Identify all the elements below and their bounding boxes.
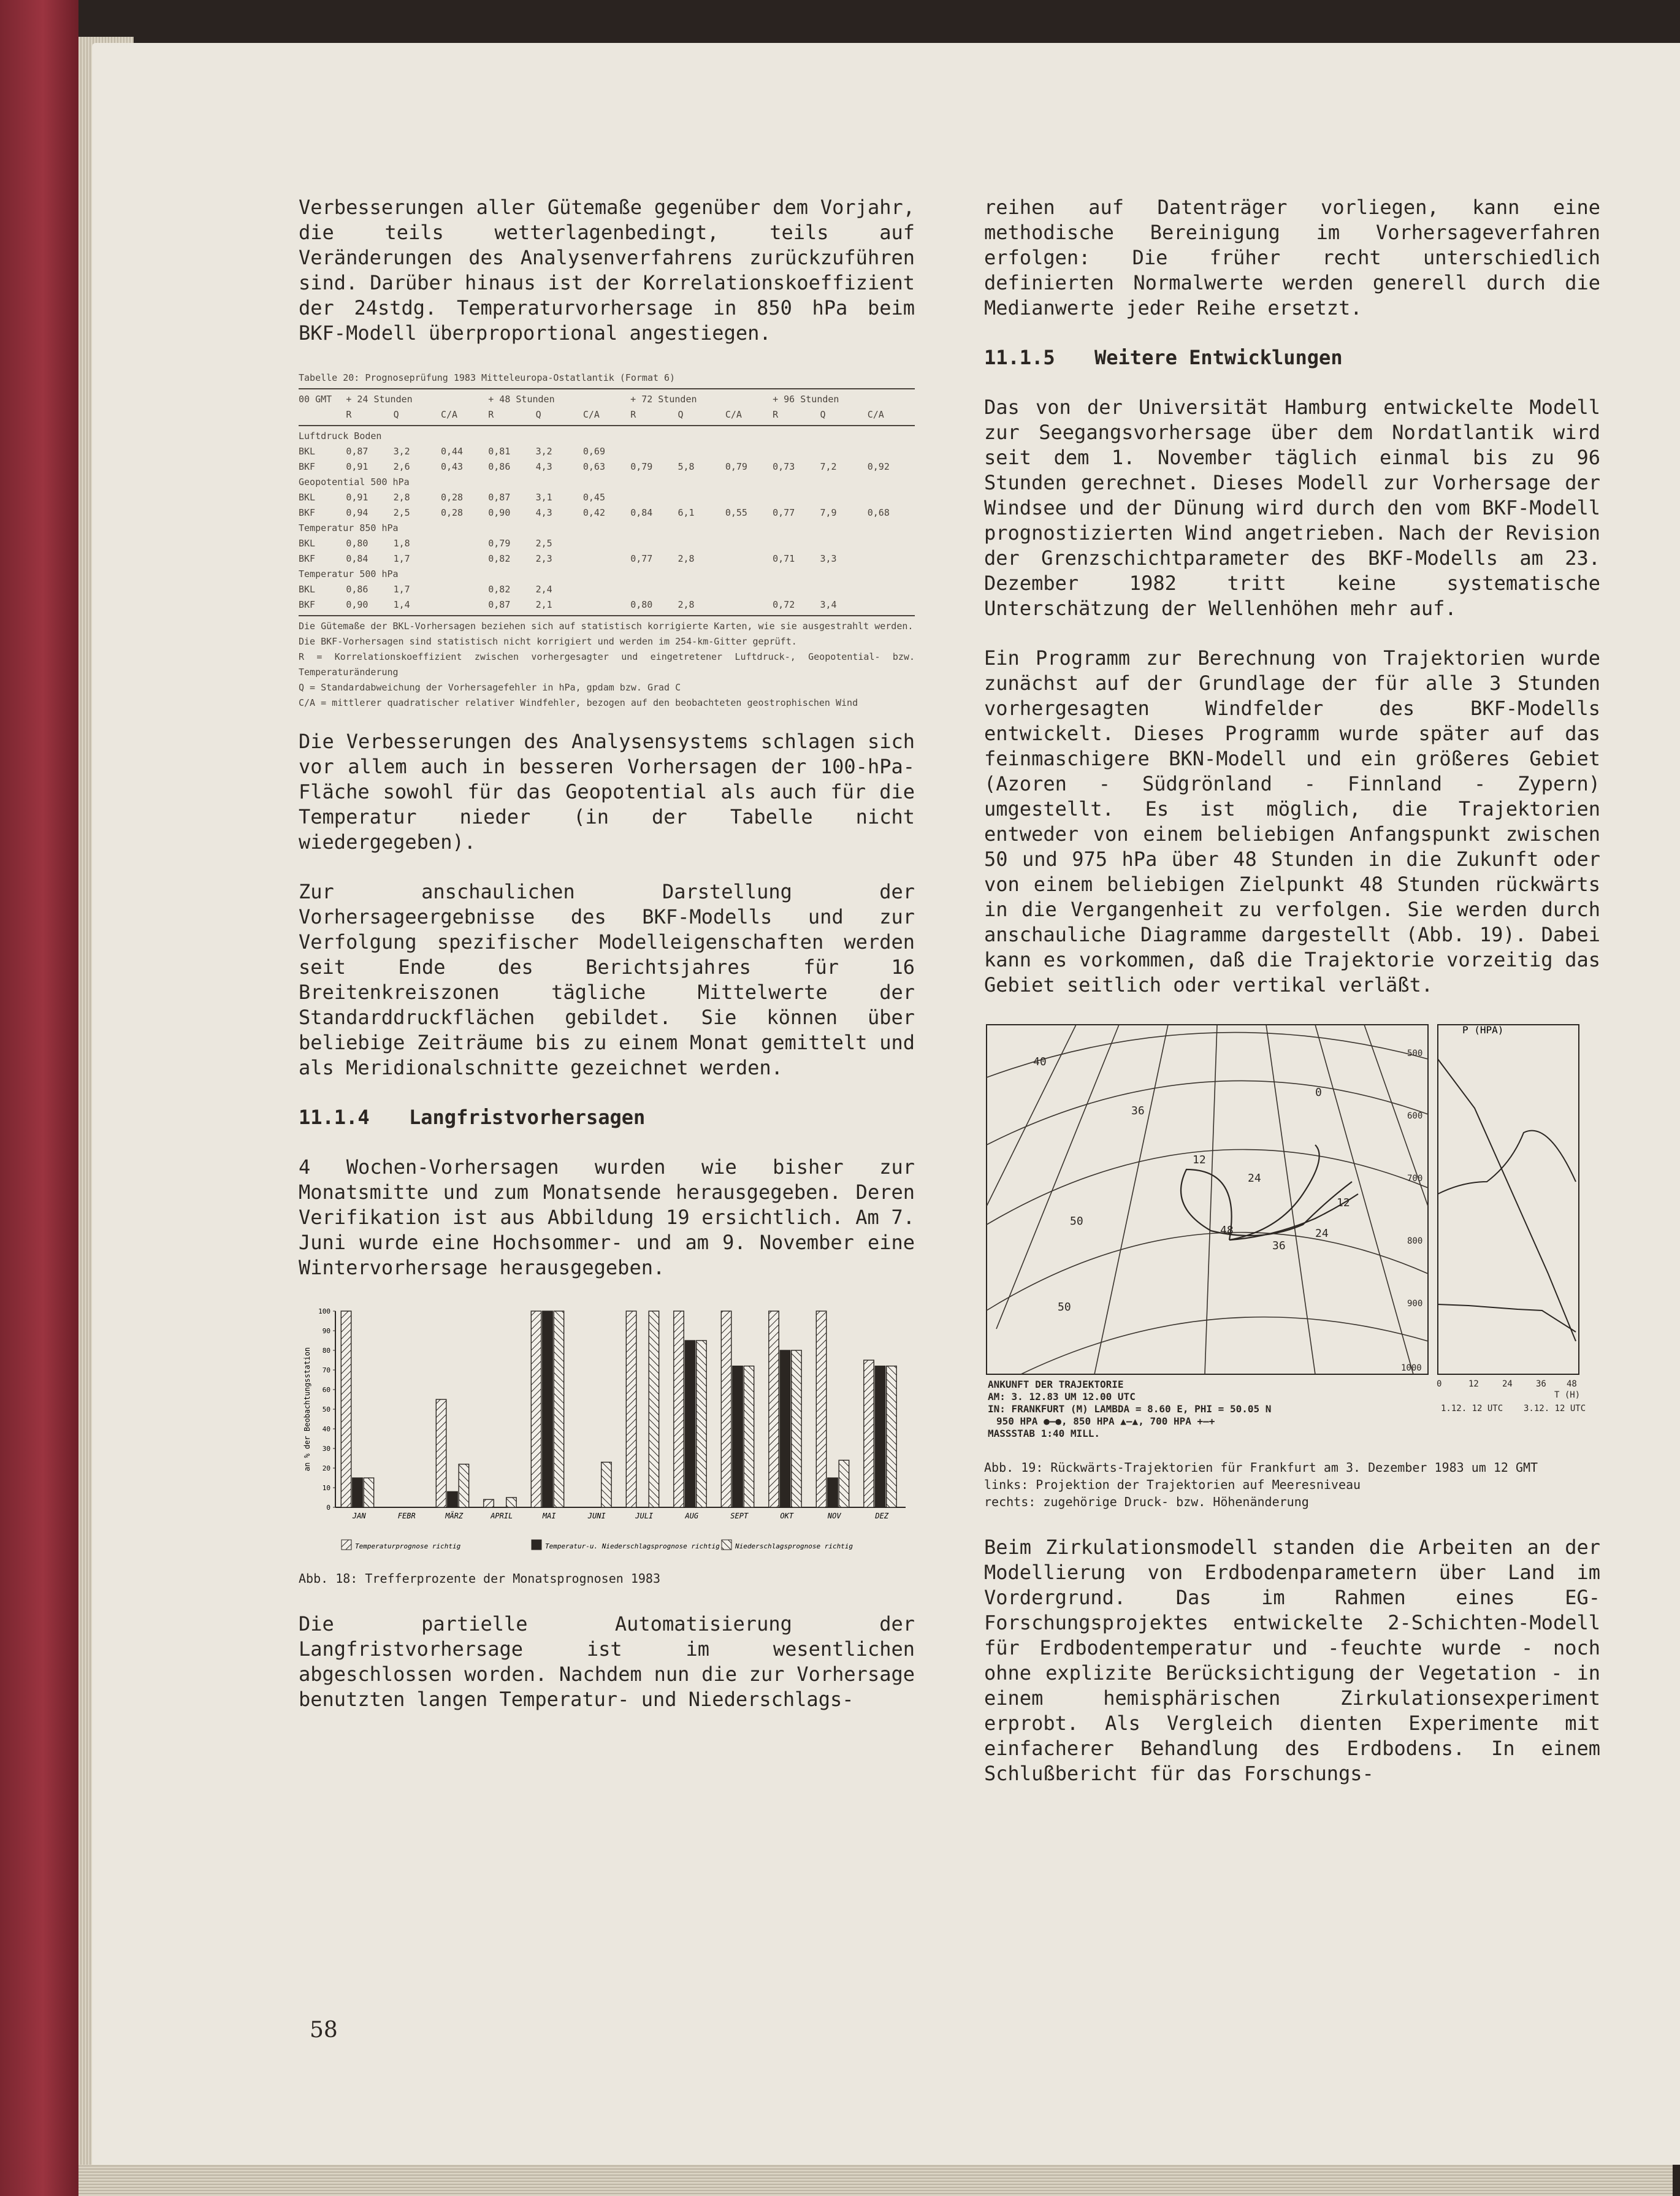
table-note: R = Korrelationskoeffizient zwischen vorhergesagter und eingetretener Luftdruck-, Geopotential- bzw. Temperaturänderung [299, 651, 915, 678]
legend-line: 950 HPA ●—●, 850 HPA ▲—▲, 700 HPA +—+ [996, 1415, 1215, 1427]
x-tick-label: FEBR [397, 1512, 416, 1520]
caption-line: links: Projektion der Trajektorien auf Meeresniveau [984, 1477, 1361, 1492]
section-number: 11.1.5 [984, 346, 1055, 369]
table-group-cell: + 48 Stunden [488, 394, 555, 405]
table-cell: 2,4 [535, 584, 552, 595]
bar [543, 1311, 552, 1507]
table-subheader [299, 407, 915, 423]
table-cell: BKF [299, 507, 316, 518]
legend-line: ANKUNFT DER TRAJEKTORIE [988, 1379, 1124, 1390]
table-cell: 0,81 [488, 446, 511, 457]
map-label: 36 [1131, 1104, 1145, 1117]
legend-swatch [722, 1540, 731, 1550]
map-label: 50 [1058, 1301, 1071, 1314]
table-title: Tabelle 20: Prognoseprüfung 1983 Mitteleuropa-Ostatlantik (Format 6) [299, 372, 676, 383]
table-cell [678, 536, 725, 551]
table-cell: 0,79 [725, 461, 747, 472]
table-cell: 0,87 [346, 446, 368, 457]
legend-line: AM: 3. 12.83 UM 12.00 UTC [988, 1391, 1136, 1402]
map-label: 24 [1315, 1227, 1329, 1240]
x-tick-label: JUNI [587, 1512, 606, 1520]
table-row [299, 597, 915, 613]
table-cell [441, 536, 488, 551]
table-section-name: Temperatur 500 hPa [299, 568, 399, 580]
table-cell [868, 490, 915, 505]
figure-18 [299, 1305, 915, 1587]
table-cell [441, 551, 488, 567]
table-cell: 0,44 [440, 446, 464, 457]
figure-19 [984, 1022, 1600, 1510]
map-frame [987, 1025, 1428, 1374]
bar [459, 1464, 468, 1507]
map-label: 24 [1248, 1172, 1261, 1185]
bar [780, 1350, 790, 1507]
table-cell [773, 582, 820, 597]
bar [484, 1499, 494, 1507]
table-cell: 2,1 [535, 599, 552, 610]
legend-line: MASSSTAB 1:40 MILL. [988, 1428, 1101, 1439]
trajectory-lines [1181, 1145, 1358, 1240]
table-cell [773, 536, 820, 551]
table-cell: 2,5 [393, 507, 410, 518]
table-row [299, 582, 915, 597]
left-paragraph-4: 4 Wochen-Vorhersagen wurden wie bisher zur Monatsmitte und zum Monatsende herausgegeben. Deren Verifikation ist aus Abbildung 19 ersichtlich. Am 7. Juni wurde eine Hochsommer- und am 9. November eine Wintervorhersage herausgegeben. [299, 1155, 915, 1279]
map-label: 50 [1070, 1215, 1083, 1228]
right-paragraph-1: reihen auf Datenträger vorliegen, kann eine methodische Bereinigung im Vorhersageverfahren erfolgen: Die früher recht unterschiedlich definierten Normalwerte werden generell durch die Medianwerte jeder Reihe ersetzt. [984, 196, 1600, 319]
map-grid [987, 1025, 1428, 1374]
bar [341, 1311, 351, 1507]
table-note: C/A = mittlerer quadratischer relativer Windfehler, bezogen auf den beobachteten geostrophischen Wind [299, 697, 858, 708]
table-cell [868, 536, 915, 551]
right-paragraph-3: Ein Programm zur Berechnung von Trajektorien wurde zunächst auf der Grundlage der für alle 3 Stunden vorhergesagten Windfelder des BKF-Modells entwickelt. Dieses Programm wurde später auf das feinmaschigere BKN-Modell und ein größeres Gebiet (Azoren - Südgrönland - Finnland - Zypern) umgestellt. Es ist möglich, die Trajektorien entweder von einem beliebigen Anfangspunkt zwischen 50 und 975 hPa über 48 Stunden in die Zukunft oder von einem beliebigen Zielpunkt 48 Stunden rückwärts in die Vergangenheit zu verfolgen. Sie werden durch anschauliche Diagramme dargestellt (Abb. 19). Dabei kann es vorkommen, daß die Trajektorie vorzeitig das Gebiet seitlich oder vertikal verläßt. [984, 646, 1600, 997]
x-tick-label: MÄRZ [445, 1512, 464, 1520]
table-cell [583, 582, 630, 597]
table-cell: 0,87 [488, 492, 511, 503]
legend-swatch [532, 1540, 541, 1550]
table-cell [725, 597, 773, 613]
table-subheader-cell: R [630, 409, 636, 420]
bar [554, 1311, 563, 1507]
table-cell: 0,42 [582, 507, 605, 518]
t-axis-label: T (H) [1554, 1390, 1581, 1400]
p-tick: 600 [1407, 1111, 1423, 1121]
table-cell: 0,77 [773, 507, 795, 518]
y-tick-label: 70 [322, 1366, 330, 1374]
table-row [299, 505, 915, 521]
left-paragraph-5: Die partielle Automatisierung der Langfristvorhersage ist im wesentlichen abgeschlossen worden. Nachdem nun die zur Vorhersage benutzten langen Temperatur- und Niederschlags- [299, 1612, 915, 1711]
table-cell: BKL [299, 492, 316, 503]
legend-label: Niederschlagsprognose richtig [735, 1542, 853, 1550]
bar [864, 1360, 874, 1507]
table-cell: 5,8 [678, 461, 695, 472]
y-tick-label: 60 [322, 1386, 330, 1394]
table-cell: BKL [299, 584, 316, 595]
table-row [299, 459, 915, 475]
book-spine [0, 0, 78, 2196]
left-column [299, 195, 915, 1737]
bar [649, 1311, 659, 1507]
p-axis-label: P (HPA) [1462, 1024, 1504, 1036]
table-cell [725, 444, 773, 459]
t-tick: 36 [1536, 1379, 1546, 1389]
left-paragraph-3: Zur anschaulichen Darstellung der Vorhersageergebnisse des BKF-Modells und zur Verfolgung spezifischer Modelleigenschaften werden seit Ende des Berichtsjahres für 16 Breitenkreiszonen tägliche Mittelwerte der Standarddruckflächen gebildet. Sie können über beliebige Zeiträume bis zu einem Monat gemittelt und als Meridionalschnitte gezeichnet werden. [299, 880, 915, 1079]
table-subheader-cell: R [346, 409, 352, 420]
x-tick-label: SEPT [730, 1512, 749, 1520]
bar [436, 1399, 446, 1507]
table-cell: 6,1 [678, 507, 695, 518]
table-cell: 0,68 [867, 507, 890, 518]
table-cell: 0,86 [488, 461, 511, 472]
table-cell: 0,73 [773, 461, 795, 472]
table-cell [678, 582, 725, 597]
table-cell: 0,90 [488, 507, 511, 518]
table-cell: 3,3 [820, 553, 837, 564]
table-cell: 0,71 [773, 553, 795, 564]
table-cell: 3,4 [820, 599, 837, 610]
table-cell: 2,8 [678, 553, 695, 564]
table-cell: 0,84 [630, 507, 653, 518]
map-labels [1033, 1055, 1350, 1314]
table-cell: 3,2 [535, 446, 552, 457]
table-subheader-cell: Q [678, 409, 684, 420]
x-tick-label: NOV [827, 1512, 841, 1520]
map-label: 0 [1315, 1086, 1322, 1099]
y-tick-label: 40 [322, 1425, 330, 1433]
t-tick: 24 [1502, 1379, 1513, 1389]
p-tick: 500 [1407, 1049, 1423, 1058]
table-cell [820, 444, 867, 459]
bar [733, 1366, 743, 1507]
table-cell: 0,91 [346, 492, 368, 503]
legend-label: Temperaturprognose richtig [355, 1542, 461, 1550]
section-heading-11-1-4 [299, 1105, 915, 1130]
y-axis-label: an % der Beobachtungsstation [303, 1347, 311, 1472]
x-tick-label: AUG [685, 1512, 699, 1520]
table-section-name: Geopotential 500 hPa [299, 476, 410, 488]
bar [364, 1478, 373, 1507]
table-20 [299, 370, 915, 711]
table-cell [868, 444, 915, 459]
table-notes [299, 619, 915, 711]
table-cell: 0,82 [488, 584, 511, 595]
y-tick-label: 80 [322, 1347, 330, 1355]
figure-19-caption [984, 1459, 1600, 1510]
right-column [984, 195, 1600, 1811]
figure-18-caption: Abb. 18: Trefferprozente der Monatsprognosen 1983 [299, 1571, 661, 1586]
table-cell: BKF [299, 461, 316, 472]
map-label: 12 [1193, 1153, 1206, 1166]
table-cell [583, 536, 630, 551]
table-cell: 0,86 [346, 584, 368, 595]
table-cell: 1,4 [393, 599, 410, 610]
bar [887, 1366, 896, 1507]
section-title: Langfristvorhersagen [409, 1106, 646, 1129]
legend-label: Temperatur-u. Niederschlagsprognose richtig [545, 1542, 720, 1550]
table-cell: 1,7 [393, 553, 410, 564]
table-cell: 1,7 [393, 584, 410, 595]
table-note: Die BKF-Vorhersagen sind statistisch nicht korrigiert und werden im 254-km-Gitter geprüft. [299, 636, 797, 647]
table-subheader-cell [299, 407, 346, 423]
table-row [299, 444, 915, 459]
table-cell: 0,28 [440, 492, 464, 503]
table-cell [773, 490, 820, 505]
table-cell: 0,77 [630, 553, 653, 564]
bar [839, 1460, 849, 1507]
bar [448, 1491, 457, 1507]
table-cell [725, 490, 773, 505]
table-group-cell: + 24 Stunden [346, 394, 413, 405]
table-cell [630, 444, 678, 459]
table-cell: BKL [299, 446, 316, 457]
table-cell: 0,55 [725, 507, 747, 518]
table-cell [441, 597, 488, 613]
table-cell: 0,84 [346, 553, 368, 564]
table-cell [725, 582, 773, 597]
table-cell: 2,8 [678, 599, 695, 610]
table-section-name: Temperatur 850 hPa [299, 522, 399, 534]
table-cell: 0,63 [582, 461, 605, 472]
table-cell [630, 490, 678, 505]
left-paragraph-2: Die Verbesserungen des Analysensystems schlagen sich vor allem auch in besseren Vorhersagen der 100-hPa-Fläche sowohl für das Geopotential als auch für die Temperatur nieder (in der Tabelle nicht wiedergegeben). [299, 730, 915, 854]
table-subheader-cell: R [488, 409, 494, 420]
bar [685, 1341, 695, 1507]
table-group-header [299, 392, 915, 407]
x-tick-label: MAI [542, 1512, 556, 1520]
table-cell [820, 490, 867, 505]
table-cell: BKF [299, 599, 316, 610]
right-paragraph-2: Das von der Universität Hamburg entwickelte Modell zur Seegangsvorhersage über dem Nordatlantik wird seit dem 1. November täglich einmal bis zu 96 Stunden gerechnet. Dieses Modell zur Vorhersage der Windsee und der Dünung wird durch den vom BKF-Modell prognostizierten Wind angetrieben. Nach der Revision der Grenzschichtparameter des BKF-Modells am 23. Dezember 1982 tritt keine systematische Unterschätzung der Wellenhöhen mehr auf. [984, 396, 1600, 620]
table-cell [868, 551, 915, 567]
table-cell: 0,94 [346, 507, 368, 518]
table-cell [583, 597, 630, 613]
table-cell [630, 582, 678, 597]
table-cell [725, 536, 773, 551]
section-number: 11.1.4 [299, 1106, 370, 1129]
table-cell: 4,3 [535, 507, 552, 518]
table-cell: 0,80 [630, 599, 653, 610]
bar [828, 1478, 838, 1507]
left-paragraph-1: Verbesserungen aller Gütemaße gegenüber dem Vorjahr, die teils wetterlagenbedingt, teils auf Veränderungen des Analysenverfahrens zurückzuführen sind. Darüber hinaus ist der Korrelationskoeffizient der 24stdg. Temperaturvorhersage in 850 hPa beim BKF-Modell überproportional angestiegen. [299, 196, 915, 345]
table-cell [441, 582, 488, 597]
table-cell [725, 551, 773, 567]
y-tick-label: 10 [322, 1484, 330, 1492]
bar [792, 1350, 801, 1507]
bar [875, 1366, 885, 1507]
caption-line: Abb. 19: Rückwärts-Trajektorien für Frankfurt am 3. Dezember 1983 um 12 GMT [984, 1460, 1538, 1475]
table-cell: 0,87 [488, 599, 511, 610]
table-cell: BKF [299, 553, 316, 564]
table-cell [678, 490, 725, 505]
table-rule [299, 388, 915, 389]
p-tick: 800 [1407, 1236, 1423, 1246]
pressure-curves [1438, 1059, 1576, 1341]
y-tick-label: 0 [326, 1504, 330, 1512]
table-cell [583, 551, 630, 567]
table-cell: 2,3 [535, 553, 552, 564]
table-row [299, 490, 915, 505]
bar [744, 1366, 754, 1507]
table-note: Q = Standardabweichung der Vorhersagefehler in hPa, gpdam bzw. Grad C [299, 682, 681, 693]
p-tick: 700 [1407, 1174, 1423, 1184]
table-rule [299, 615, 915, 616]
bar [506, 1498, 516, 1507]
bar [816, 1311, 826, 1507]
bar [769, 1311, 779, 1507]
table-group-cell: + 72 Stunden [630, 394, 697, 405]
table-subheader-cell: R [773, 409, 779, 420]
table-body [299, 429, 915, 613]
table-subheader-cell: C/A [867, 409, 884, 420]
bar [353, 1478, 362, 1507]
bar [721, 1311, 731, 1507]
table-cell [820, 536, 867, 551]
table-cell [678, 444, 725, 459]
table-subheader-cell: C/A [582, 409, 600, 420]
table-cell: 3,1 [535, 492, 552, 503]
table-cell: 7,9 [820, 507, 837, 518]
table-cell: 2,5 [535, 538, 552, 549]
section-title: Weitere Entwicklungen [1094, 346, 1343, 369]
map-label: 40 [1033, 1055, 1047, 1068]
table-rule [299, 425, 915, 426]
p-tick: 900 [1407, 1299, 1423, 1309]
table-cell: BKL [299, 538, 316, 549]
t-tick: 12 [1468, 1379, 1479, 1389]
y-tick-label: 100 [318, 1307, 330, 1315]
y-tick-label: 50 [322, 1406, 330, 1414]
table-cell: 0,91 [346, 461, 368, 472]
map-label: 36 [1272, 1239, 1286, 1252]
trajectory-legend [988, 1379, 1271, 1439]
table-cell: 0,69 [582, 446, 605, 457]
bar [697, 1341, 706, 1507]
table-subheader-cell: C/A [440, 409, 458, 420]
p-ticks [1401, 1049, 1422, 1373]
page-number: 58 [310, 2018, 338, 2043]
legend-line: IN: FRANKFURT (M) LAMBDA = 8.60 E, PHI = 50.05 N [988, 1403, 1272, 1415]
table-section-name: Luftdruck Boden [299, 430, 382, 442]
table-cell: 0,43 [440, 461, 464, 472]
right-paragraph-4: Beim Zirkulationsmodell standen die Arbeiten an der Modellierung von Erdbodenparametern über Land im Vordergrund. Das im Rahmen eines EG-Forschungsprojektes entwickelte 2-Schichten-Modell für Erdbodentemperatur und -feuchte wurde - noch ohne explizite Berücksichtigung der Vegetation - in einem hemisphärischen Zirkulationsexperiment erprobt. Als Vergleich dienten Experimente mit einfacherer Behandlung des Erdbodens. In einem Schlußbericht für das Forschungs- [984, 1536, 1600, 1785]
table-cell [630, 536, 678, 551]
p-tick: 1000 [1401, 1363, 1422, 1373]
table-cell: 0,79 [630, 461, 653, 472]
pressure-frame [1438, 1025, 1579, 1374]
table-cell: 0,82 [488, 553, 511, 564]
x-tick-label: DEZ [875, 1512, 889, 1520]
x-tick-label: JULI [635, 1512, 654, 1520]
bar [601, 1462, 611, 1507]
table-group-cell: + 96 Stunden [773, 394, 839, 405]
bar [674, 1311, 684, 1507]
table-cell: 0,28 [440, 507, 464, 518]
table-subheader-cell: Q [820, 409, 826, 420]
table-subheader-cell: Q [535, 409, 541, 420]
x-tick-label: APRIL [491, 1512, 513, 1520]
x-tick-label: JAN [352, 1512, 366, 1520]
table-cell: 2,6 [393, 461, 410, 472]
bar [626, 1311, 636, 1507]
page-edges-bottom [78, 2165, 1673, 2196]
table-row [299, 551, 915, 567]
table-subheader-cell: C/A [725, 409, 742, 420]
table-cell [868, 582, 915, 597]
map-label: 48 [1220, 1224, 1234, 1237]
table-cell: 0,92 [867, 461, 890, 472]
table-cell [773, 444, 820, 459]
table-subheader-cell: Q [393, 409, 399, 420]
table-cell: 0,72 [773, 599, 795, 610]
t-tick: 0 [1437, 1379, 1442, 1389]
table-cell: 4,3 [535, 461, 552, 472]
map-label: 12 [1337, 1196, 1350, 1209]
y-tick-label: 90 [322, 1327, 330, 1335]
trajectory-diagram [984, 1022, 1597, 1452]
x-tick-label: OKT [780, 1512, 794, 1520]
table-group-cell: 00 GMT [299, 394, 332, 405]
bar-chart-18 [299, 1305, 912, 1563]
table-cell: 7,2 [820, 461, 837, 472]
y-tick-label: 20 [322, 1464, 330, 1472]
table-row [299, 536, 915, 551]
date-end: 3.12. 12 UTC [1524, 1404, 1586, 1414]
table-note: Die Gütemaße der BKL-Vorhersagen beziehen sich auf statistisch korrigierte Karten, wie sie ausgestrahlt werden. [299, 621, 914, 632]
table-cell: 0,45 [582, 492, 605, 503]
table-cell: 3,2 [393, 446, 410, 457]
date-start: 1.12. 12 UTC [1441, 1404, 1503, 1414]
y-tick-label: 30 [322, 1445, 330, 1453]
t-ticks [1437, 1379, 1586, 1414]
table-cell [820, 582, 867, 597]
table-cell: 0,90 [346, 599, 368, 610]
t-tick: 48 [1567, 1379, 1577, 1389]
table-cell: 0,80 [346, 538, 368, 549]
table-cell: 1,8 [393, 538, 410, 549]
table-cell: 0,79 [488, 538, 511, 549]
table-cell: 2,8 [393, 492, 410, 503]
section-heading-11-1-5 [984, 345, 1600, 370]
bar [531, 1311, 541, 1507]
legend-swatch [342, 1540, 351, 1550]
table-cell [868, 597, 915, 613]
caption-line: rechts: zugehörige Druck- bzw. Höhenänderung [984, 1494, 1309, 1509]
